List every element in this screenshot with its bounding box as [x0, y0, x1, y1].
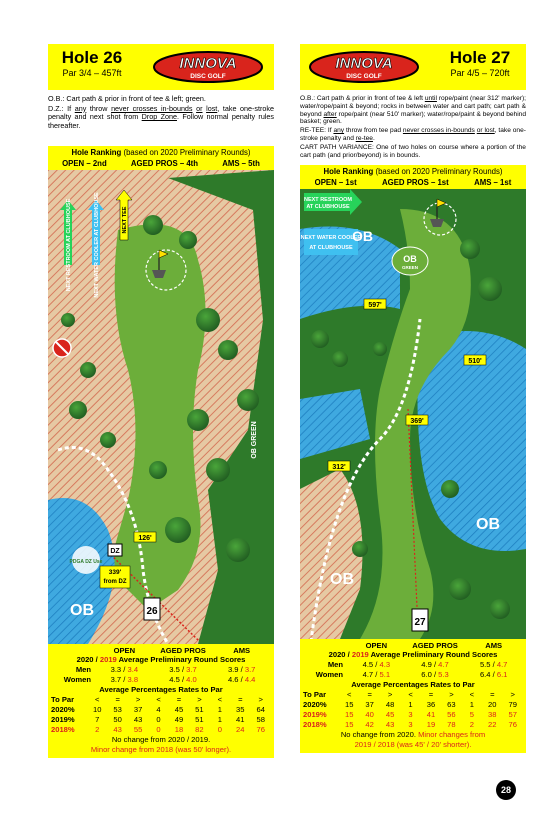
dist-369 — [406, 415, 428, 425]
ob-right-label: OB — [476, 516, 500, 534]
svg-text:597': 597' — [368, 302, 382, 310]
hole-26-stats: OPEN AGED PROS AMS 2020 / 2019 Average Preliminary Round Scores Men 3.3 / 3.4 3.5 / 3.7 3.9 / 3.7 Women 3.7 / 3.8 4.5 / 4.0 4.6 / 4.4 Average Percentages Rates to Par To Par < = > < = > < = > 2020% 10 53 37 4 45 51 1 35 64 2019% 7 50 43 0 49 51 1 41 58 2018% 2 43 55 0 18 82 0 24 76 No change from 2020 / 2019. Minor change from 2018 (was 50' longer). — [48, 644, 274, 758]
to-par-row: To Par < = > < = > < = > — [303, 690, 515, 700]
svg-text:INNOVA: INNOVA — [179, 55, 237, 72]
hole-27-title-box — [440, 48, 520, 79]
no-entry-icon — [53, 339, 71, 357]
dist-597 — [364, 299, 386, 309]
svg-text:26: 26 — [146, 606, 158, 618]
page-number: 28 — [496, 780, 516, 800]
hole-par: Par 3/4 – 457ft — [62, 68, 122, 78]
rank-ams: AMS – 1st — [474, 178, 512, 188]
svg-text:NEXT WATER COOLER: NEXT WATER COOLER — [300, 235, 362, 242]
hole-ranking: Hole Ranking (based on 2020 Preliminary Rounds) OPEN – 1st AGED PROS – 1st AMS – 1st — [300, 165, 526, 189]
svg-text:DZ: DZ — [110, 548, 120, 556]
svg-text:GREEN: GREEN — [401, 265, 419, 271]
change-note-2018: Minor change from 2018 (was 50' longer). — [90, 745, 232, 755]
change-note-2018: 2019 / 2018 (was 45' / 20' shorter). — [354, 740, 472, 750]
hole-27-header — [300, 44, 526, 90]
men-row: Men 4.5 / 4.3 4.9 / 4.7 5.5 / 4.7 — [327, 660, 508, 670]
svg-text:DISC GOLF: DISC GOLF — [190, 73, 226, 80]
women-row: Women 4.7 / 5.1 6.0 / 5.3 6.4 / 6.1 — [315, 670, 508, 680]
hole-par: Par 4/5 – 720ft — [450, 68, 510, 78]
hole-26-title-box — [52, 48, 132, 79]
men-row: Men 3.3 / 3.4 3.5 / 3.7 3.9 / 3.7 — [75, 665, 256, 675]
hole-26-card — [48, 44, 274, 758]
pct-row-2018: 2018% 15 42 43 3 19 78 2 22 76 — [303, 720, 517, 730]
innova-logo — [152, 51, 264, 83]
svg-text:OB: OB — [403, 254, 417, 265]
change-note: No change from 2020 / 2019. — [111, 735, 211, 745]
hole-27-card — [300, 44, 526, 753]
ob-left-label: OB — [330, 571, 354, 589]
pct-row-2020: 2020% 10 53 37 4 45 51 1 35 64 — [51, 705, 265, 715]
hole-27-rules: O.B.: Cart path & prior in front of tee & left until rope/paint (near 312' marker); water/rope/paint & beyond; rocks in between water and cart path; cart path & beyond after rope/paint (near 510' marker); water/rope/paint & beyond behind basket; green. RE-TEE: If any throw from tee pad never crosses in-bounds or lost, take one-stroke penalty and re-tee. CART PATH VARIANCE: One of two holes on course where a portion of the cart path (and prior/beyond) is in bounds. — [300, 95, 526, 159]
svg-text:312': 312' — [332, 464, 346, 472]
dist-510 — [464, 355, 486, 365]
dist-312 — [328, 461, 350, 471]
pct-row-2018: 2018% 2 43 55 0 18 82 0 24 76 — [51, 725, 265, 735]
pct-row-2020: 2020% 15 37 48 1 36 63 1 20 79 — [303, 700, 517, 710]
svg-text:AT CLUBHOUSE: AT CLUBHOUSE — [309, 245, 353, 252]
svg-text:339': 339' — [108, 569, 122, 577]
svg-text:126': 126' — [138, 535, 152, 543]
pct-row-2019: 2019% 15 40 45 3 41 56 5 38 57 — [303, 710, 517, 720]
svg-text:27: 27 — [414, 617, 426, 629]
hole-26-header — [48, 44, 274, 90]
rank-ams: AMS – 5th — [222, 159, 260, 169]
change-note: No change from 2020. Minor changes from — [340, 730, 486, 740]
ob-top-label: OB — [352, 228, 373, 245]
rank-open: OPEN – 2nd — [62, 159, 107, 169]
rank-open: OPEN – 1st — [314, 178, 357, 188]
rank-aged: AGED PROS – 4th — [130, 159, 199, 169]
svg-text:510': 510' — [468, 358, 482, 366]
hole-26-map — [48, 170, 274, 644]
hole-title: Hole 26 — [61, 48, 123, 67]
hole-ranking: Hole Ranking (based on 2020 Preliminary Rounds) OPEN – 2nd AGED PROS – 4th AMS – 5th — [48, 146, 274, 170]
hole-27-map — [300, 189, 526, 639]
innova-logo — [308, 51, 420, 83]
svg-text:DISC GOLF: DISC GOLF — [346, 73, 382, 80]
women-row: Women 3.7 / 3.8 4.5 / 4.0 4.6 / 4.4 — [63, 675, 256, 685]
svg-text:369': 369' — [410, 418, 424, 426]
rank-aged: AGED PROS – 1st — [382, 178, 449, 188]
svg-text:AT CLUBHOUSE: AT CLUBHOUSE — [306, 204, 350, 211]
pct-row-2019: 2019% 7 50 43 0 49 51 1 41 58 — [51, 715, 265, 725]
svg-text:from DZ: from DZ — [103, 579, 127, 586]
to-par-row: To Par < = > < = > < = > — [51, 695, 263, 705]
svg-text:NEXT TEE: NEXT TEE — [122, 206, 128, 234]
hole-title: Hole 27 — [449, 48, 511, 67]
ob-green-label: OB GREEN — [251, 421, 258, 460]
ob-label: OB — [70, 602, 94, 620]
svg-text:PDGA DZ Use: PDGA DZ Use — [69, 559, 103, 566]
svg-text:NEXT RESTROOM: NEXT RESTROOM — [304, 197, 352, 204]
svg-text:NEXT RESTROOM AT CLUBHOUSE: NEXT RESTROOM AT CLUBHOUSE — [66, 199, 72, 292]
svg-text:INNOVA: INNOVA — [335, 55, 393, 72]
hole-26-rules: O.B.: Cart path & prior in front of tee & left; green. D.Z.: If any throw never crosses in-bounds or lost, take one-stroke penalty and next shot from Drop Zone. Follow normal penalty rules thereafter. — [48, 94, 275, 130]
svg-text:NEXT WATER COOLER AT CLUBHOUSE: NEXT WATER COOLER AT CLUBHOUSE — [94, 192, 100, 299]
hole-27-stats: OPEN AGED PROS AMS 2020 / 2019 Average Preliminary Round Scores Men 4.5 / 4.3 4.9 / 4.7 5.5 / 4.7 Women 4.7 / 5.1 6.0 / 5.3 6.4 / 6.1 Average Percentages Rates to Par To Par < = > < = > < = > 2020% 15 37 48 1 36 63 1 20 79 2019% 15 40 45 3 41 56 5 38 57 2018% 15 42 43 3 19 78 2 22 76 No change from 2020. Minor changes from 2019 / 2018 (was 45' / 20' shorter). — [300, 639, 526, 753]
